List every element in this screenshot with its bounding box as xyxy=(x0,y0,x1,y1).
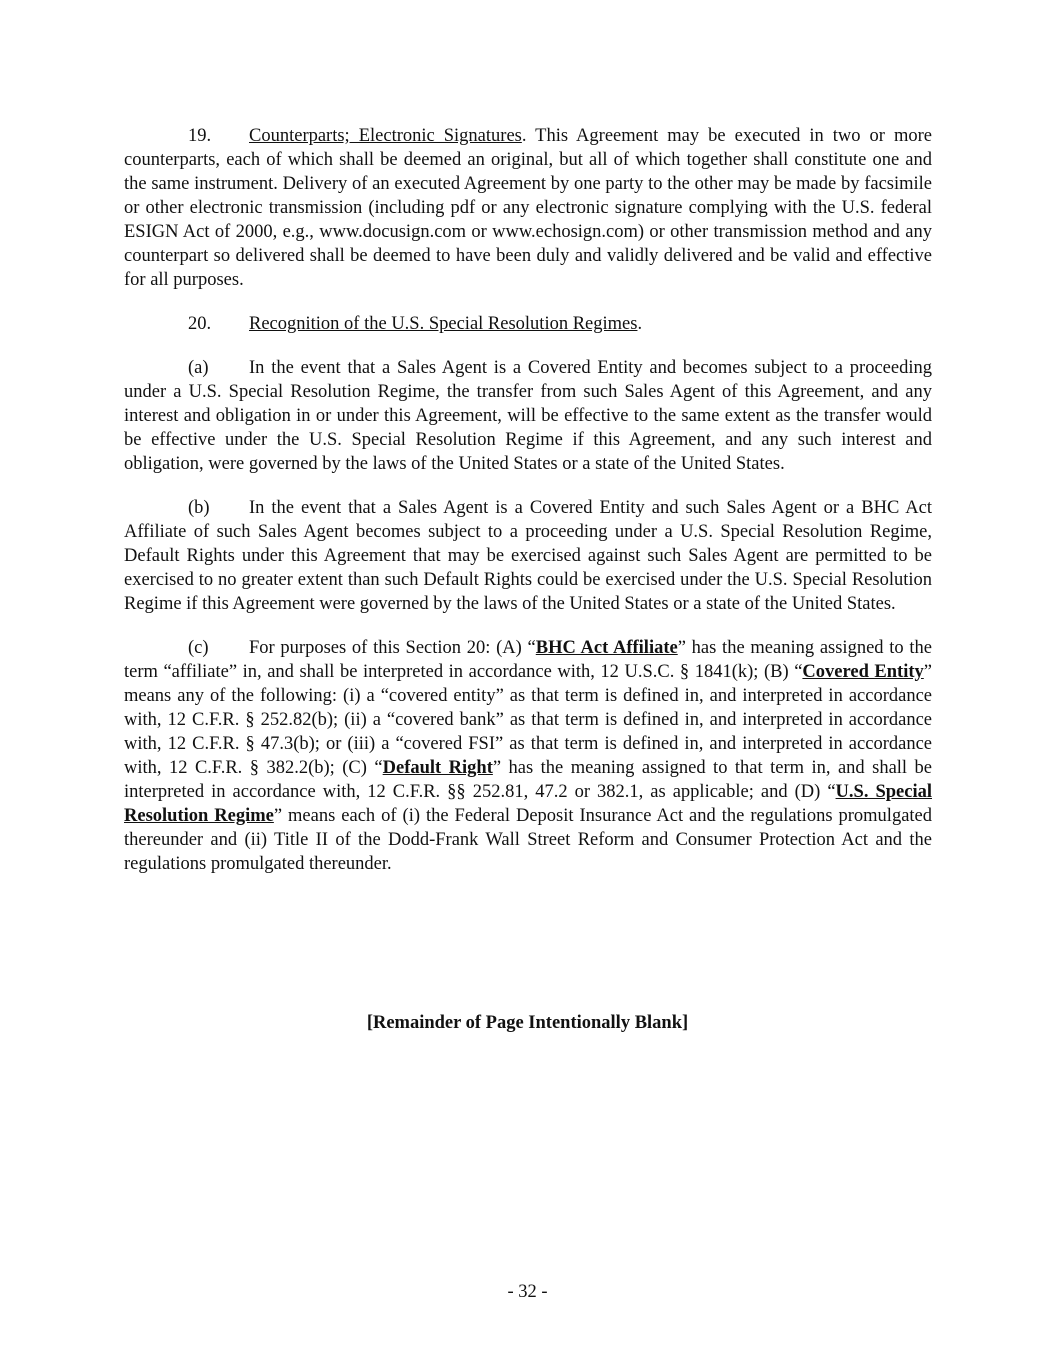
section-19-heading-period: . xyxy=(521,126,527,146)
section-20-heading: Recognition of the U.S. Special Resolution Regimes xyxy=(249,314,638,334)
paragraph-c xyxy=(124,636,932,876)
paragraph-b-text: In the event that a Sales Agent is a Covered Entity and such Sales Agent or a BHC Act Affiliate of such Sales Agent becomes subject to a proceeding under a U.S. Special Resolution Regime, Default Rights under this Agreement that may be exercised against such Sales Agent are permitted to be exercised to no greater extent than such Default Rights could be exercised under the U.S. Special Resolution Regime if this Agreement were governed by the laws of the United States or a state of the United States. xyxy=(124,498,932,614)
section-19-number: 19. xyxy=(188,126,212,146)
defined-term-us-special-resolution-regime: U.S. Special Resolution Regime xyxy=(124,782,932,826)
defined-term-bhc-act-affiliate: BHC Act Affiliate xyxy=(535,638,678,658)
defined-term-covered-entity: Covered Entity xyxy=(802,662,924,682)
section-20-heading-paragraph xyxy=(124,312,932,336)
paragraph-b xyxy=(124,496,932,616)
paragraph-c-text-2: ” has the meaning assigned to the term “affiliate” in, and shall be interpreted in accordance with, 12 U.S.C. § 1841(k); (B) “ xyxy=(124,638,932,682)
page-number: - 32 - xyxy=(507,1282,548,1302)
remainder-blank-note: [Remainder of Page Intentionally Blank] xyxy=(366,1013,689,1033)
paragraph-c-text-4: ” has the meaning assigned to that term in, and shall be interpreted in accordance with, 12 C.F.R. §§ 252.81, 47.2 or 382.1, as applicable; and (D) “ xyxy=(124,758,932,802)
paragraph-c-text-1: For purposes of this Section 20: (A) “ xyxy=(249,638,536,658)
section-19-body: This Agreement may be executed in two or more counterparts, each of which shall be deemed an original, but all of which together shall constitute one and the same instrument. Delivery of an executed Agreement by one party to the other may be made by facsimile or other electronic transmission (including pdf or any electronic signature complying with the U.S. federal ESIGN Act of 2000, e.g., www.docusign.com or www.echosign.com) or other transmission method and any counterpart so delivered shall be deemed to have been duly and validly delivered and be valid and effective for all purposes. xyxy=(124,126,932,290)
defined-term-default-right: Default Right xyxy=(382,758,493,778)
section-20-number: 20. xyxy=(188,314,212,334)
paragraph-c-label: (c) xyxy=(188,638,209,658)
paragraph-a-label: (a) xyxy=(188,358,209,378)
paragraph-c-text-3: ” means any of the following: (i) a “covered entity” as that term is defined in, and interpreted in accordance with, 12 C.F.R. § 252.82(b); (ii) a “covered bank” as that term is defined in, and interpreted in accordance with, 12 C.F.R. § 47.3(b); or (iii) a “covered FSI” as that term is defined in, and interpreted in accordance with, 12 C.F.R. § 382.2(b); (C) “ xyxy=(124,662,932,778)
paragraph-a-text: In the event that a Sales Agent is a Covered Entity and becomes subject to a proceeding under a U.S. Special Resolution Regime, the transfer from such Sales Agent of this Agreement, and any interest and obligation in or under this Agreement, will be effective to the same extent as the transfer would be effective under the U.S. Special Resolution Regime if this Agreement, and any such interest and obligation, were governed by the laws of the United States or a state of the United States. xyxy=(124,358,932,474)
paragraph-b-label: (b) xyxy=(188,498,210,518)
paragraph-c-text-5: ” means each of (i) the Federal Deposit Insurance Act and the regulations promulgated thereunder and (ii) Title II of the Dodd-Frank Wall Street Reform and Consumer Protection Act and the regulations promulgated thereunder. xyxy=(124,806,933,874)
document-page xyxy=(124,124,932,896)
section-20-heading-period: . xyxy=(637,314,643,334)
paragraph-a xyxy=(124,356,932,476)
section-19-paragraph xyxy=(124,124,932,292)
section-19-heading: Counterparts; Electronic Signatures xyxy=(249,126,522,146)
